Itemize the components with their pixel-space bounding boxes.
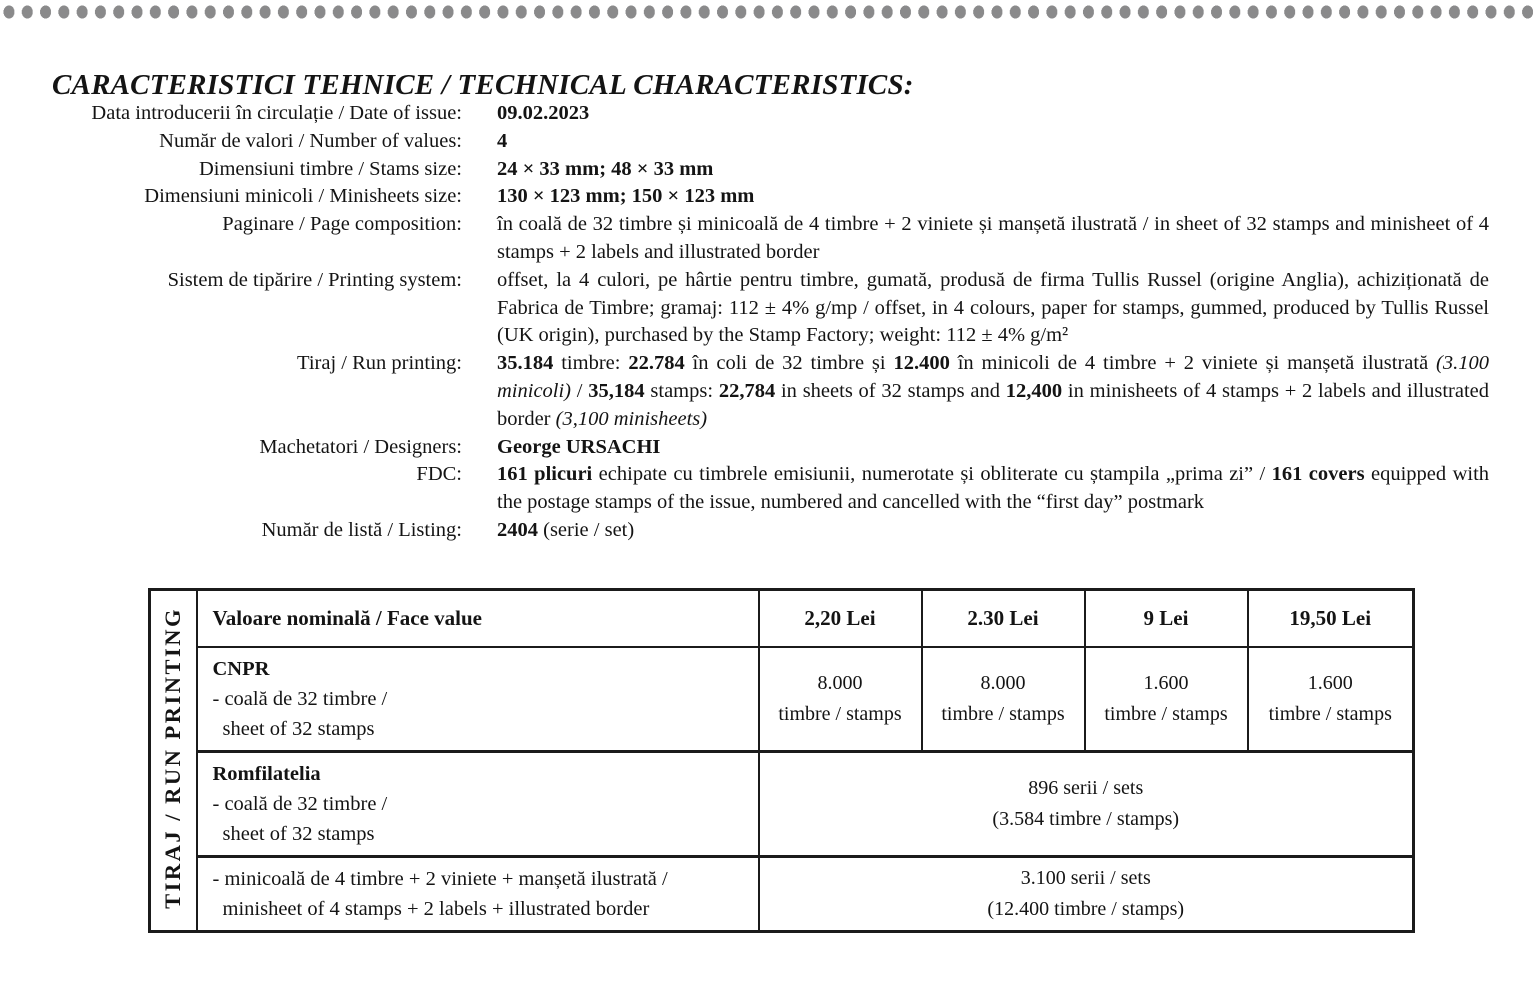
col-header-2-30-lei: 2.30 Lei	[922, 590, 1085, 647]
cnpr-value-cell-2: 8.000 timbre / stamps	[922, 647, 1085, 752]
minisheet-merged-value-cell: 3.100 serii / sets (12.400 timbre / stamps)	[759, 856, 1414, 931]
romfilatelia-merged-value-cell: 896 serii / sets (3.584 timbre / stamps)	[759, 751, 1414, 856]
cnpr-value-cell-4: 1.600 timbre / stamps	[1248, 647, 1414, 752]
spec-label: FDC:	[416, 463, 462, 486]
spec-value: 2404 (serie / set)	[497, 518, 635, 541]
minisheet-description-cell: - minicoală de 4 timbre + 2 viniete + manșetă ilustrată / minisheet of 4 stamps + 2 labels + illustrated border	[197, 856, 759, 931]
spec-value: George URSACHI	[497, 435, 661, 458]
cnpr-name: CNPR	[212, 657, 270, 680]
col-header-2-20-lei: 2,20 Lei	[759, 590, 922, 647]
spec-value: 09.02.2023	[497, 102, 590, 124]
cnpr-description-cell: CNPR - coală de 32 timbre / sheet of 32 stamps	[197, 647, 759, 752]
spec-label: Paginare / Page composition:	[222, 213, 462, 236]
spec-label: Sistem de tipărire / Printing system:	[167, 268, 462, 291]
spec-label: Dimensiuni timbre / Stams size:	[198, 157, 462, 180]
spec-row-run-printing	[0, 350, 1489, 433]
spec-label: Număr de valori / Number of values:	[159, 129, 462, 152]
romfilatelia-description-cell: Romfilatelia - coală de 32 timbre / sheet of 32 stamps	[197, 751, 759, 856]
col-header-9-lei: 9 Lei	[1085, 590, 1248, 647]
spec-row-minisheet-size	[0, 183, 1489, 211]
spec-value: 35.184 timbre: 22.784 în coli de 32 timbre și 12.400 în minicoli de 4 timbre + 2 viniete și manșetă ilustrată (3.100 minicoli) / 35,184 stamps: 22,784 in sheets of 32 stamps and 12,400 in minisheets of 4 stamps + 2 labels and illustrated border (3,100 minisheets)	[497, 352, 1489, 430]
cnpr-value-cell-1: 8.000 timbre / stamps	[759, 647, 922, 752]
run-printing-table	[148, 588, 1415, 933]
spec-row-stamp-size	[0, 156, 1489, 184]
spec-row-date-of-issue	[0, 100, 1489, 128]
spec-value: în coală de 32 timbre și minicoală de 4 timbre + 2 viniete și manșetă ilustrată / in sheet of 32 stamps and minisheet of 4 stamps + 2 labels and illustrated border	[497, 213, 1489, 263]
technical-specs-list	[0, 100, 1489, 545]
spec-label: Dimensiuni minicoli / Minisheets size:	[144, 185, 462, 208]
spec-value: 24 × 33 mm; 48 × 33 mm	[497, 157, 714, 180]
table-side-cell	[150, 590, 197, 932]
spec-row-fdc	[0, 461, 1489, 517]
spec-label: Număr de listă / Listing:	[261, 518, 462, 541]
spec-row-printing-system	[0, 267, 1489, 350]
spec-row-page-composition	[0, 211, 1489, 267]
spec-label: Tiraj / Run printing:	[297, 352, 462, 375]
spec-value: 130 × 123 mm; 150 × 123 mm	[497, 185, 755, 208]
face-value-header-cell: Valoare nominală / Face value	[197, 590, 759, 647]
romfilatelia-name: Romfilatelia	[212, 762, 321, 785]
page-title: CARACTERISTICI TEHNICE / TECHNICAL CHARACTERISTICS:	[52, 69, 914, 102]
table-row-cnpr	[150, 647, 1414, 752]
col-header-19-50-lei: 19,50 Lei	[1248, 590, 1414, 647]
cnpr-value-cell-3: 1.600 timbre / stamps	[1085, 647, 1248, 752]
table-header-row	[150, 590, 1414, 647]
table-row-romfilatelia	[150, 751, 1414, 856]
spec-row-listing	[0, 517, 1489, 545]
dotted-border	[0, 5, 1536, 19]
table-side-label: TIRAJ / RUN PRINTING	[160, 606, 186, 909]
spec-row-designers	[0, 434, 1489, 462]
spec-value: offset, la 4 culori, pe hârtie pentru timbre, gumată, produsă de firma Tullis Russel (origine Anglia), achiziționată de Fabrica de Timbre; gramaj: 112 ± 4% g/mp / offset, in 4 colours, paper for stamps, gummed, produced by Tullis Russel (UK origin), purchased by the Stamp Factory; weight: 112 ± 4% g/m²	[497, 268, 1489, 347]
spec-value: 161 plicuri echipate cu timbrele emisiunii, numerotate și obliterate cu ștampila „prima zi” / 161 covers equipped with the postage stamps of the issue, numbered and cancelled with the “first day” postmark	[497, 463, 1490, 514]
spec-label: Data introducerii în circulație / Date of issue:	[91, 102, 462, 124]
table-row-minisheet	[150, 856, 1414, 931]
spec-value: 4	[497, 129, 508, 152]
spec-label: Machetatori / Designers:	[259, 435, 462, 458]
spec-row-number-of-values	[0, 128, 1489, 156]
